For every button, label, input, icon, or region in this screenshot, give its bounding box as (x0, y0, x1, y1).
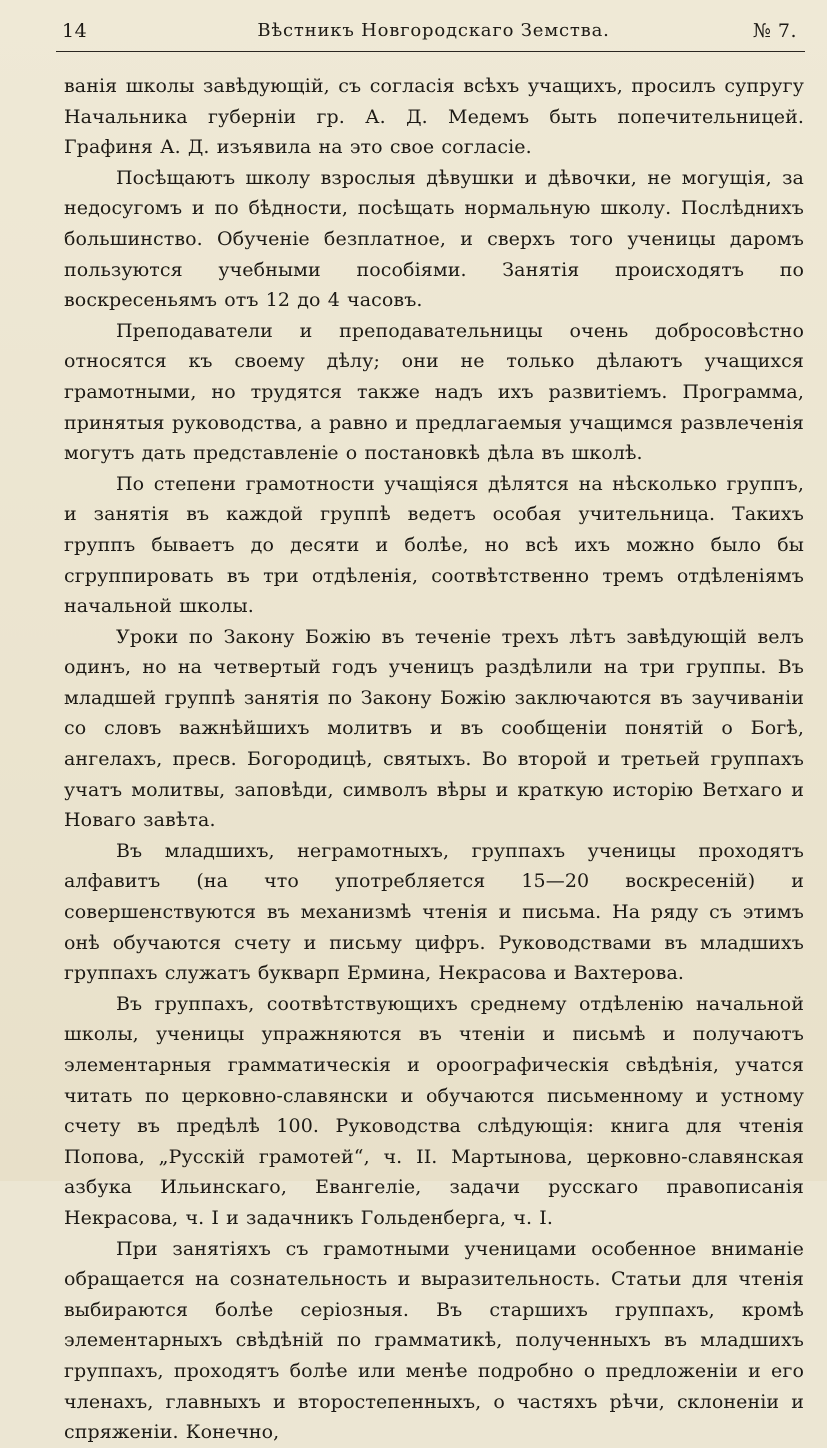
page-header (62, 18, 805, 48)
paragraph-3: Преподаватели и преподавательницы очень добросовѣстно относятся къ своему дѣлу; они не только дѣлаютъ учащихся грамотными, но трудятся также надъ ихъ развитіемъ. Программа, принятыя руководства, а равно и предлагаемыя учащимся развлеченія могутъ дать представленіе о постановкѣ дѣла въ школѣ. (64, 319, 804, 465)
issue-number: № 7. (752, 20, 797, 42)
paragraph-5: Уроки по Закону Божію въ теченіе трехъ лѣтъ завѣдующій велъ одинъ, но на четвертый годъ ученицъ раздѣлили на три группы. Въ младшей группѣ занятія по Закону Божію заключаются въ заучиваніи со словъ важнѣйшихъ молитвъ и въ сообщеніи понятій о Богѣ, ангелахъ, пресв. Богородицѣ, святыхъ. Во второй и третьей группахъ учатъ молитвы, заповѣди, символъ вѣры и краткую исторію Ветхаго и Новаго завѣта. (64, 625, 804, 832)
paragraph-2: Посѣщаютъ школу взрослыя дѣвушки и дѣвочки, не могущія, за недосугомъ и по бѣдности, посѣщать нормальную школу. Послѣднихъ большинство. Обученіе безплатное, и сверхъ того ученицы даромъ пользуются учебными пособіями. Занятія происходятъ по воскресеньямъ отъ 12 до 4 часовъ. (64, 166, 804, 312)
body-text (64, 71, 804, 1448)
paragraph-4: По степени грамотности учащіяся дѣлятся на нѣсколько группъ, и занятія въ каждой группѣ ведетъ особая учительница. Такихъ группъ бываетъ до десяти и болѣе, но всѣ ихъ можно было бы сгруппировать въ три отдѣленія, соотвѣтственно тремъ отдѣленіямъ начальной школы. (64, 472, 804, 618)
paragraph-1: ванія школы завѣдующій, съ согласія всѣхъ учащихъ, просилъ супругу Начальника губерніи гр. А. Д. Медемъ быть попечительницей. Графиня А. Д. изъявила на это свое согласіе. (64, 75, 804, 159)
journal-title: Вѣстникъ Новгородскаго Земства. (257, 20, 610, 41)
page-number: 14 (62, 20, 88, 42)
header-rule (56, 51, 805, 52)
paragraph-7: Въ группахъ, соотвѣтствующихъ среднему отдѣленію начальной школы, ученицы упражняются въ чтеніи и письмѣ и получаютъ элементарныя грамматическія и ороографическія свѣдѣнія, учатся читать по церковно-славянски и обучаются письменному и устному счету въ предѣлѣ 100. Руководства слѣдующія: книга для чтенія Попова, „Русскій грамотей“, ч. II. Мартынова, церковно-славянская азбука Ильинскаго, Евангеліе, задачи русскаго правописанія Некрасова, ч. I и задачникъ Гольденберга, ч. I. (64, 992, 804, 1229)
paragraph-8: При занятіяхъ съ грамотными ученицами особенное вниманіе обращается на сознательность и выразительность. Статьи для чтенія выбираются болѣе серіозныя. Въ старшихъ группахъ, кромѣ элементарныхъ свѣдѣній по грамматикѣ, полученныхъ въ младшихъ группахъ, проходятъ болѣе или менѣе подробно о предложеніи и его членахъ, главныхъ и второстепенныхъ, о частяхъ рѣчи, склоненіи и спряженіи. Конечно, (64, 1237, 804, 1444)
paragraph-6: Въ младшихъ, неграмотныхъ, группахъ ученицы проходятъ алфавитъ (на что употребляется 15—20 воскресеній) и совершенствуются въ механизмѣ чтенія и письма. На ряду съ этимъ онѣ обучаются счету и письму цифръ. Руководствами въ младшихъ группахъ служатъ букварп Ермина, Некрасова и Вахтерова. (64, 839, 804, 985)
